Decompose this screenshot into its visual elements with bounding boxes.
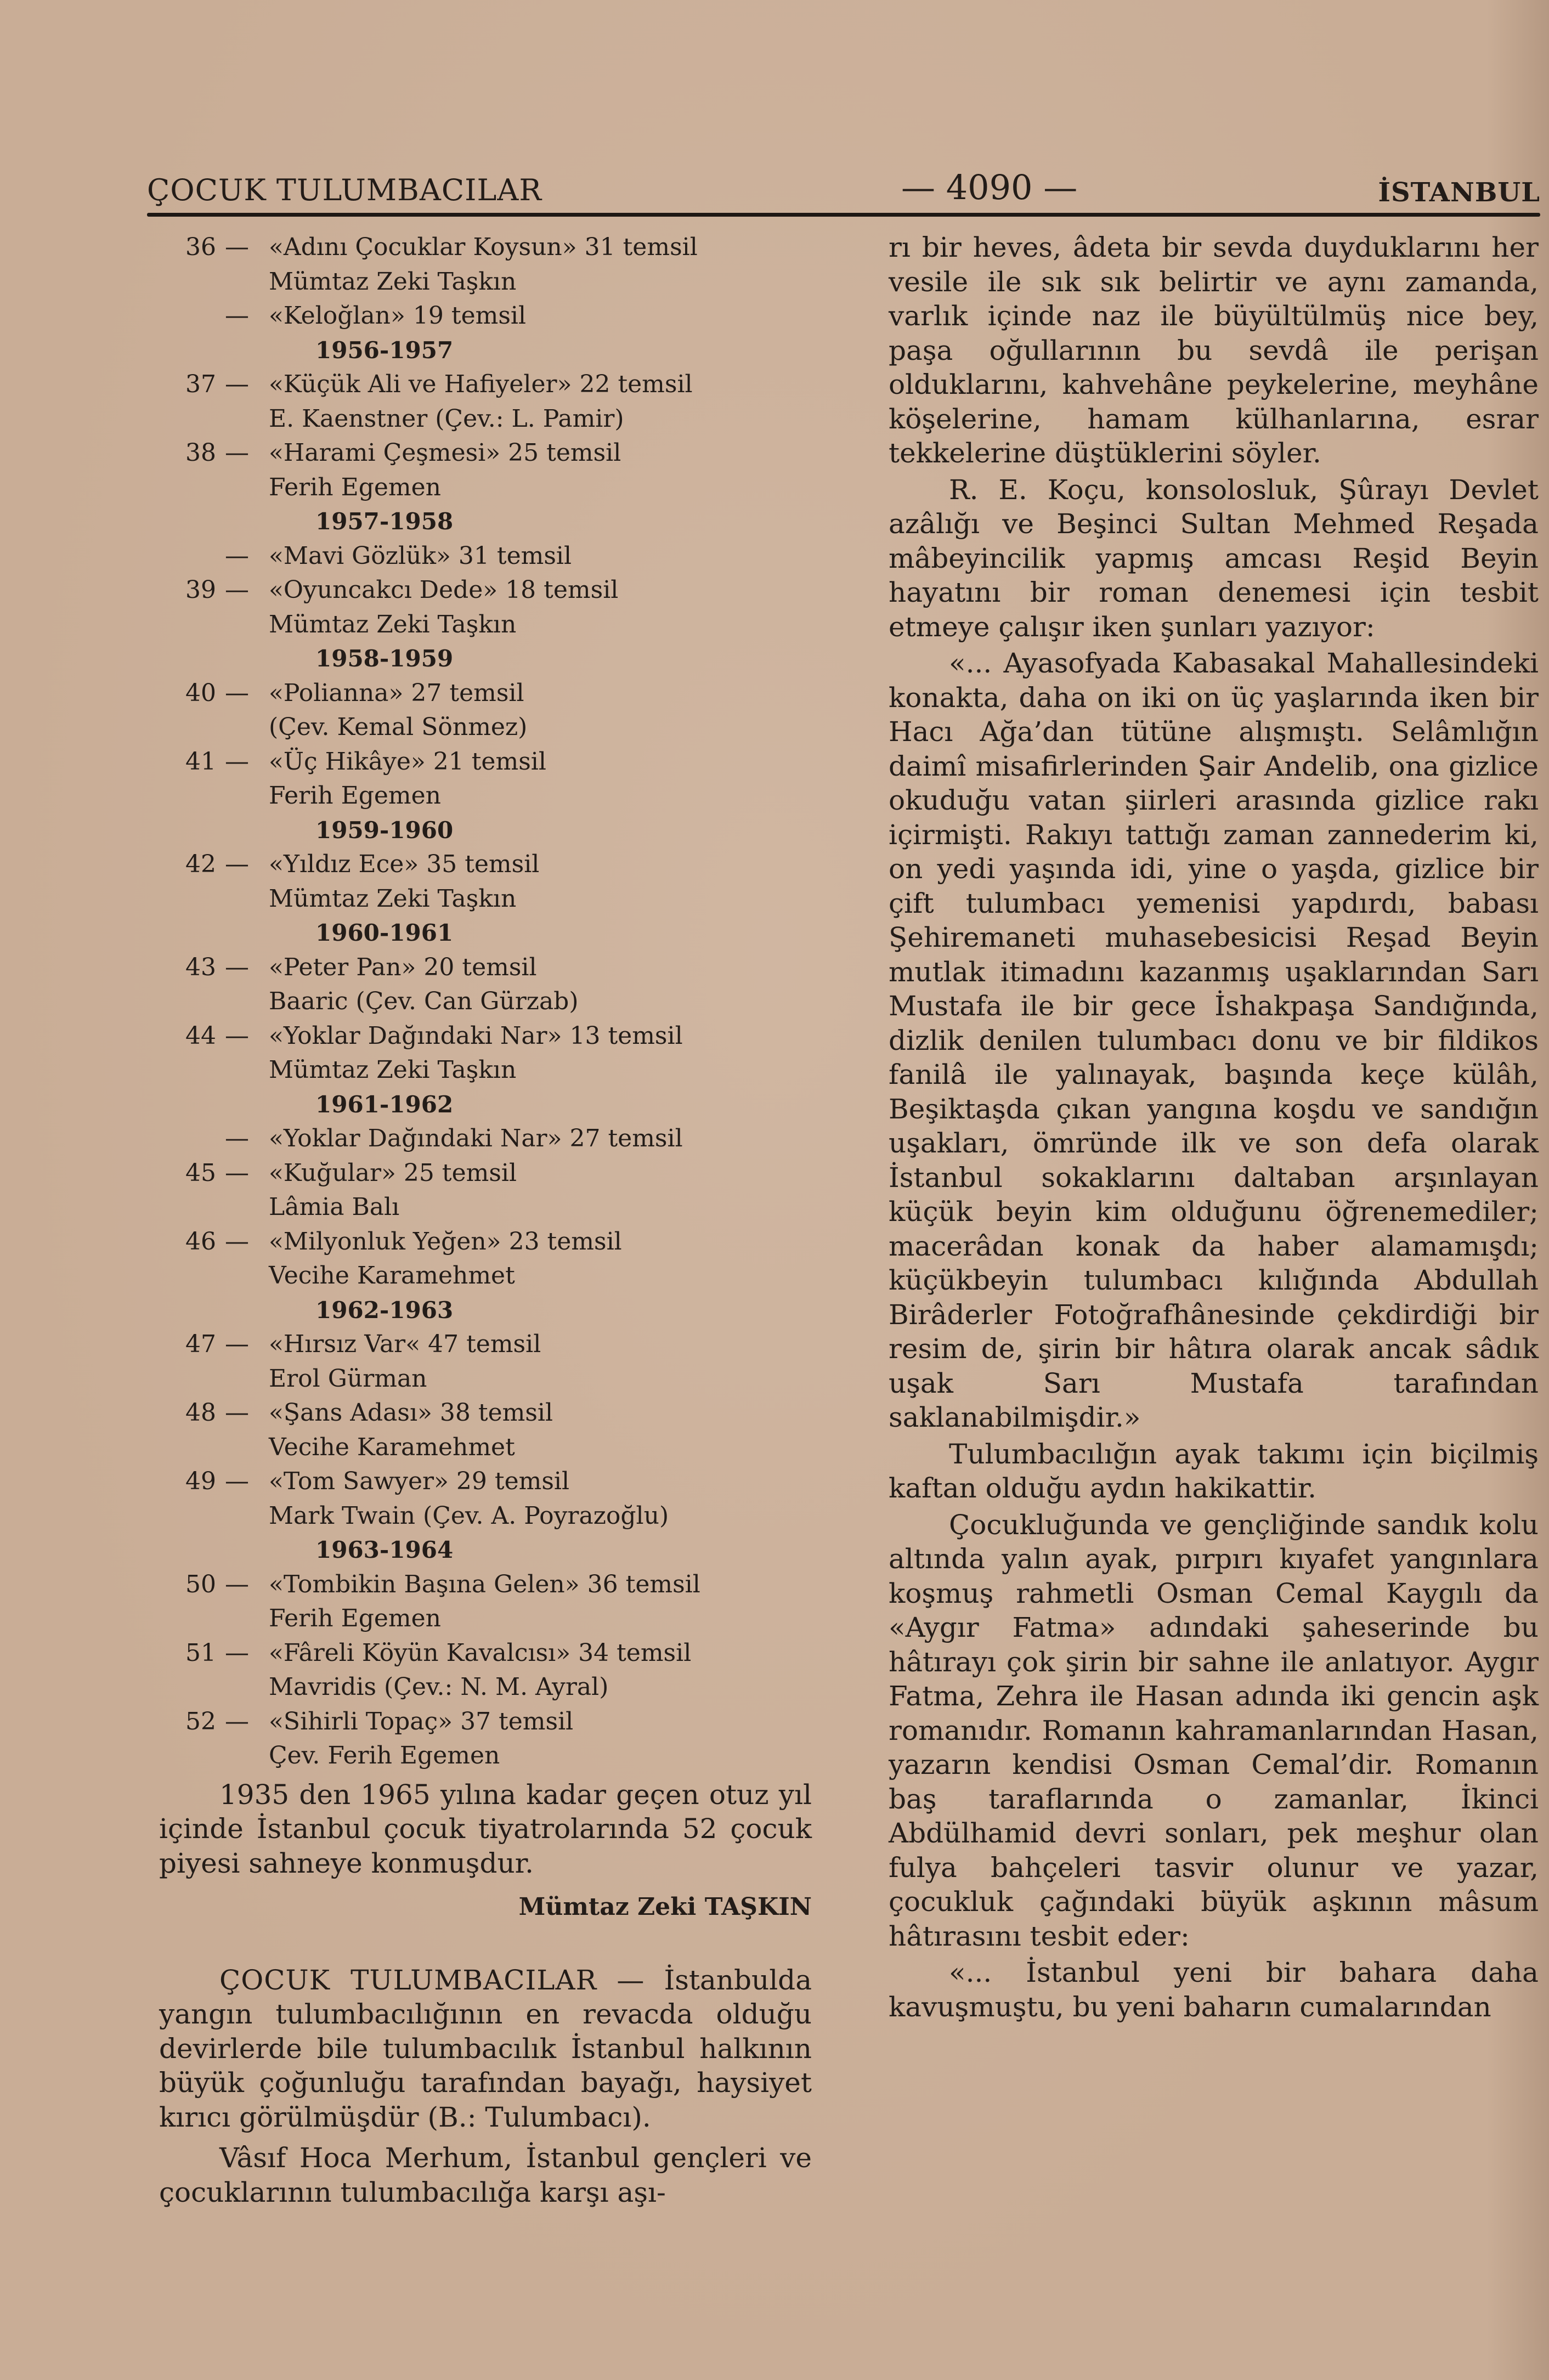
entry-dash: — bbox=[225, 747, 249, 776]
play-title: «Küçük Ali ve Hafiyeler» 22 temsil bbox=[269, 370, 693, 398]
season-heading: 1962-1963 bbox=[315, 1296, 454, 1324]
entry-number: 47 bbox=[185, 1330, 216, 1358]
entry-dash: — bbox=[225, 850, 249, 878]
page-number: — 4090 — bbox=[901, 167, 1078, 207]
entry-dash: — bbox=[225, 439, 249, 467]
entry-dash: — bbox=[225, 233, 249, 261]
play-entry bbox=[159, 573, 812, 642]
play-entry bbox=[159, 368, 812, 436]
left-column bbox=[159, 230, 812, 2209]
entry-number: 40 bbox=[185, 679, 216, 707]
play-entry bbox=[159, 299, 812, 333]
body-paragraph: Tulumbacılığın ayak takımı için biçilmiş kaftan olduğu aydın hakikattir. bbox=[889, 1438, 1539, 1504]
play-author: Çev. Ferih Egemen bbox=[269, 1742, 500, 1770]
play-title: «Tom Sawyer» 29 temsil bbox=[269, 1467, 570, 1495]
play-title: «Fâreli Köyün Kavalcısı» 34 temsil bbox=[269, 1638, 692, 1667]
play-title: «Harami Çeşmesi» 25 temsil bbox=[269, 439, 621, 467]
play-entry bbox=[159, 1568, 812, 1636]
play-author: Baaric (Çev. Can Gürzab) bbox=[269, 987, 579, 1015]
entry-number: 38 bbox=[185, 439, 216, 467]
play-author: Erol Gürman bbox=[269, 1364, 427, 1393]
play-author: Vecihe Karamehmet bbox=[269, 1262, 515, 1290]
play-title: «Kuğular» 25 temsil bbox=[269, 1158, 517, 1187]
entry-number: 48 bbox=[185, 1399, 216, 1427]
running-head-section: İSTANBUL bbox=[1378, 177, 1540, 208]
entry-number: 36 bbox=[185, 233, 216, 261]
season-heading: 1958-1959 bbox=[315, 645, 454, 672]
play-title: «Tombikin Başına Gelen» 36 temsil bbox=[269, 1570, 700, 1598]
body-paragraph: R. E. Koçu, konsolosluk, Şûrayı Devlet azâlığı ve Beşinci Sultan Mehmed Reşada mâbeyincilik yapmış amcası Reşid Beyin hayatını bir roman denemesi için tesbit etmeye çalışır iken şunları yazıyor: bbox=[889, 473, 1539, 643]
play-entry bbox=[159, 1636, 812, 1705]
play-entry bbox=[159, 1019, 812, 1088]
entry-number: 44 bbox=[185, 1021, 216, 1050]
entry-number: 49 bbox=[185, 1467, 216, 1495]
entry-number: 50 bbox=[185, 1570, 216, 1598]
article-paragraph-text: — İstanbulda yangın tulumbacılığının en revacda olduğu devirlerde bile tulumbacılık İstanbul halkının büyük çoğunluğu tarafından bayağı, haysiyet kırıcı görülmüşdür (B.: Tulumbacı). bbox=[159, 1964, 812, 2133]
play-author: Mümtaz Zeki Taşkın bbox=[269, 1056, 517, 1084]
play-title: «Yıldız Ece» 35 temsil bbox=[269, 850, 540, 878]
play-author: Ferih Egemen bbox=[269, 473, 442, 501]
entry-dash: — bbox=[225, 1227, 249, 1256]
entry-dash: — bbox=[225, 1399, 249, 1427]
summary-paragraph: 1935 den 1965 yılına kadar geçen otuz yıl içinde İstanbul çocuk tiyatrolarında 52 çocuk piyesi sahneye konmuşdur. bbox=[159, 1778, 812, 1879]
play-entry bbox=[159, 1396, 812, 1465]
play-title: «Milyonluk Yeğen» 23 temsil bbox=[269, 1227, 622, 1256]
entry-dash: — bbox=[225, 1124, 249, 1152]
play-author: Mümtaz Zeki Taşkın bbox=[269, 610, 517, 638]
entry-dash: — bbox=[225, 679, 249, 707]
play-entry bbox=[159, 436, 812, 505]
play-title: «Üç Hikâye» 21 temsil bbox=[269, 747, 546, 776]
entry-number: 46 bbox=[185, 1227, 216, 1256]
play-author: Lâmia Balı bbox=[269, 1193, 400, 1221]
play-author: Mümtaz Zeki Taşkın bbox=[269, 884, 517, 913]
play-entry bbox=[159, 1705, 812, 1773]
play-title: «Yoklar Dağındaki Nar» 13 temsil bbox=[269, 1021, 683, 1050]
season-heading: 1960-1961 bbox=[315, 919, 454, 946]
play-title: «Keloğlan» 19 temsil bbox=[269, 302, 527, 330]
entry-number: 41 bbox=[185, 747, 216, 776]
play-author: E. Kaenstner (Çev.: L. Pamir) bbox=[269, 404, 624, 433]
play-title: «Polianna» 27 temsil bbox=[269, 679, 524, 707]
play-entry bbox=[159, 1465, 812, 1533]
play-title: «Oyuncakcı Dede» 18 temsil bbox=[269, 576, 619, 604]
play-entry bbox=[159, 951, 812, 1019]
entry-number: 45 bbox=[185, 1158, 216, 1187]
entry-dash: — bbox=[225, 1158, 249, 1187]
play-title: «Peter Pan» 20 temsil bbox=[269, 953, 537, 981]
body-paragraph: «... Ayasofyada Kabasakal Mahallesindeki konakta, daha on iki on üç yaşlarında iken bir Hacı Ağa’dan tütüne alışmıştı. Selâmlığın daimî misafirlerinden Şair Andelib, ona gizlice okuduğu vatan şiirleri arasında gizlice rakı içirmişti. Rakıyı tattığı zaman zannederim ki, on yedi yaşında idi, yine o yaşda, gizlice bir çift tulumbacı yemenisi yapdırdı, babası Şehiremaneti muhasebesicisi Reşad Beyin mutlak itimadını kazanmış uşaklarından Sarı Mustafa ile bir gece İshakpaşa Sandığında, dizlik denilen tulumbacı donu ve bir fildikos fanilâ ile yalınayak, başında keçe külâh, Beşiktaşda çıkan yangına koşdu ve sandığın uşakları, ömründe ilk ve son defa olarak İstanbul sokaklarını daltaban arşınlayan küçük beyin kim olduğunu öğrenemediler; macerâdan konak da haber alamamışdı; küçükbeyin tulumbacı kılığında Abdullah Birâderler Fotoğrafhânesinde çekdirdiği bir resim de, şirin bir hâtıra olarak ancak sâdık uşak Sarı Mustafa tarafından saklanabilmişdir.» bbox=[889, 647, 1539, 1433]
article-headword: ÇOCUK TULUMBACILAR bbox=[219, 1964, 597, 1996]
play-author: Ferih Egemen bbox=[269, 1604, 442, 1632]
running-head bbox=[147, 167, 1540, 217]
play-title: «Sihirli Topaç» 37 temsil bbox=[269, 1707, 574, 1735]
season-heading: 1959-1960 bbox=[315, 816, 454, 844]
play-author: Mümtaz Zeki Taşkın bbox=[269, 267, 517, 296]
season-heading: 1957-1958 bbox=[315, 508, 454, 535]
play-entry bbox=[159, 1327, 812, 1396]
play-entry bbox=[159, 1225, 812, 1293]
entry-number: 39 bbox=[185, 576, 216, 604]
entry-dash: — bbox=[225, 370, 249, 398]
play-author: Mavridis (Çev.: N. M. Ayral) bbox=[269, 1673, 609, 1701]
play-entry bbox=[159, 745, 812, 813]
play-entry bbox=[159, 847, 812, 916]
play-list bbox=[159, 230, 812, 1773]
header-rule bbox=[147, 213, 1540, 217]
play-title: «Mavi Gözlük» 31 temsil bbox=[269, 541, 572, 570]
entry-dash: — bbox=[225, 1021, 249, 1050]
play-author: Mark Twain (Çev. A. Poyrazoğlu) bbox=[269, 1501, 669, 1530]
play-entry bbox=[159, 230, 812, 299]
play-entry bbox=[159, 1156, 812, 1225]
season-heading: 1963-1964 bbox=[315, 1536, 454, 1563]
play-title: «Adını Çocuklar Koysun» 31 temsil bbox=[269, 233, 698, 261]
article-paragraph bbox=[159, 1963, 812, 2135]
entry-dash: — bbox=[225, 576, 249, 604]
entry-dash: — bbox=[225, 1707, 249, 1735]
entry-dash: — bbox=[225, 541, 249, 570]
season-heading: 1956-1957 bbox=[315, 336, 454, 364]
play-entry bbox=[159, 1122, 812, 1156]
entry-number: 51 bbox=[185, 1638, 216, 1667]
article-paragraph: Vâsıf Hoca Merhum, İstanbul gençleri ve çocuklarının tulumbacılığa karşı aşı- bbox=[159, 2142, 812, 2208]
entry-number: 37 bbox=[185, 370, 216, 398]
entry-dash: — bbox=[225, 953, 249, 981]
running-head-title: ÇOCUK TULUMBACILAR bbox=[147, 173, 542, 207]
play-entry bbox=[159, 676, 812, 745]
play-title: «Hırsız Var« 47 temsil bbox=[269, 1330, 541, 1358]
author-signature: Mümtaz Zeki TAŞKIN bbox=[518, 1893, 812, 1921]
play-author: (Çev. Kemal Sönmez) bbox=[269, 713, 528, 741]
body-paragraph: «... İstanbul yeni bir bahara daha kavuşmuştu, bu yeni baharın cumalarından bbox=[889, 1957, 1539, 2023]
entry-dash: — bbox=[225, 1467, 249, 1495]
play-title: «Yoklar Dağındaki Nar» 27 temsil bbox=[269, 1124, 683, 1152]
entry-dash: — bbox=[225, 1638, 249, 1667]
right-column bbox=[889, 230, 1539, 2024]
entry-number: 42 bbox=[185, 850, 216, 878]
entry-number: 52 bbox=[185, 1707, 216, 1735]
entry-dash: — bbox=[225, 1570, 249, 1598]
play-title: «Şans Adası» 38 temsil bbox=[269, 1399, 553, 1427]
entry-dash: — bbox=[225, 302, 249, 330]
play-author: Ferih Egemen bbox=[269, 782, 442, 810]
body-paragraph: Çocukluğunda ve gençliğinde sandık kolu altında yalın ayak, pırpırı kıyafet yangınlara koşmuş rahmetli Osman Cemal Kaygılı da «Aygır Fatma» adındaki şaheserinde bu hâtırayı çok şirin bir sahne ile anlatıyor. Aygır Fatma, Zehra ile Hasan adında iki gencin aşk romanıdır. Romanın kahramanlarından Hasan, yazarın kendisi Osman Cemal’dir. Romanın baş taraflarında o zamanlar, İkinci Abdülhamid devri sonları, pek meşhur olan fulya bahçeleri tasvir olunur ve yazar, çocukluk çağındaki büyük aşkının mâsum hâtırasını tesbit eder: bbox=[889, 1508, 1539, 1952]
entry-number: 43 bbox=[185, 953, 216, 981]
body-paragraph: rı bir heves, âdeta bir sevda duyduklarını her vesile ile sık sık belirtir ve aynı zamanda, varlık içinde naz ile büyültülmüş nice bey, paşa oğullarının bu sevdâ ile perişan olduklarını, kahvehâne peykelerine, meyhâne köşelerine, hamam külhanlarına, esrar tekkelerine düştüklerini söyler. bbox=[889, 231, 1539, 469]
play-entry bbox=[159, 539, 812, 574]
play-author: Vecihe Karamehmet bbox=[269, 1433, 515, 1461]
entry-dash: — bbox=[225, 1330, 249, 1358]
season-heading: 1961-1962 bbox=[315, 1090, 454, 1118]
